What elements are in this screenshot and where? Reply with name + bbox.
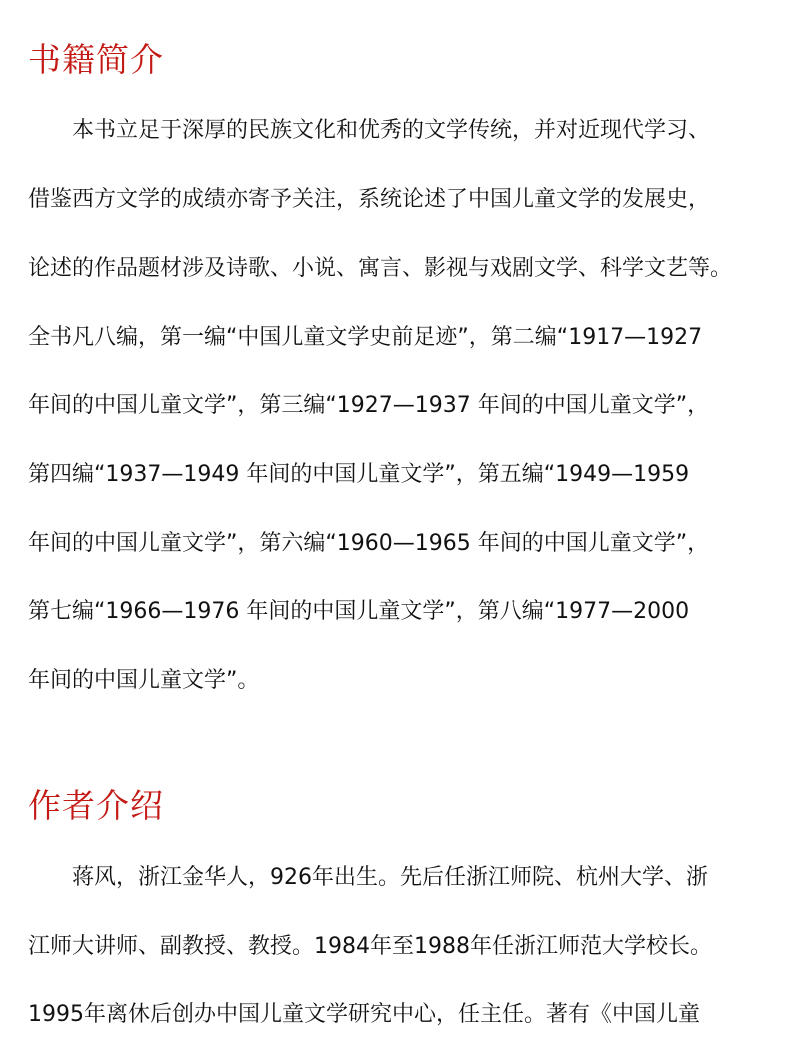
text-line: 本书立足于深厚的民族文化和优秀的文学传统，并对近现代学习、 <box>72 118 711 143</box>
text-line: 全书凡八编，第一编“中国儿童文学史前足迹”，第二编“1917—1927 <box>28 325 703 350</box>
text-line: 年间的中国儿童文学”，第六编“1960—1965 年间的中国儿童文学”， <box>28 531 710 556</box>
text-line: 第四编“1937—1949 年间的中国儿童文学”，第五编“1949—1959 <box>28 462 690 487</box>
text-line: 蒋风，浙江金华人，926年出生。先后任浙江师院、杭州大学、浙 <box>72 865 708 890</box>
text-line: 江师大讲师、副教授、教授。1984年至1988年任浙江师范大学校长。 <box>28 934 712 959</box>
text-line: 1995年离休后创办中国儿童文学研究中心，任主任。著有《中国儿童 <box>28 1002 700 1027</box>
text-line: 借鉴西方文学的成绩亦寄予关注，系统论述了中国儿童文学的发展史， <box>28 187 711 212</box>
section-title-author-intro: 作者介绍 <box>28 786 164 825</box>
section-title-book-intro: 书籍简介 <box>28 40 164 79</box>
text-line: 第七编“1966—1976 年间的中国儿童文学”，第八编“1977—2000 <box>28 599 690 624</box>
text-line: 年间的中国儿童文学”，第三编“1927—1937 年间的中国儿童文学”， <box>28 393 710 418</box>
text-line: 论述的作品题材涉及诗歌、小说、寓言、影视与戏剧文学、科学文艺等。 <box>28 256 733 281</box>
text-line: 年间的中国儿童文学”。 <box>28 668 260 693</box>
